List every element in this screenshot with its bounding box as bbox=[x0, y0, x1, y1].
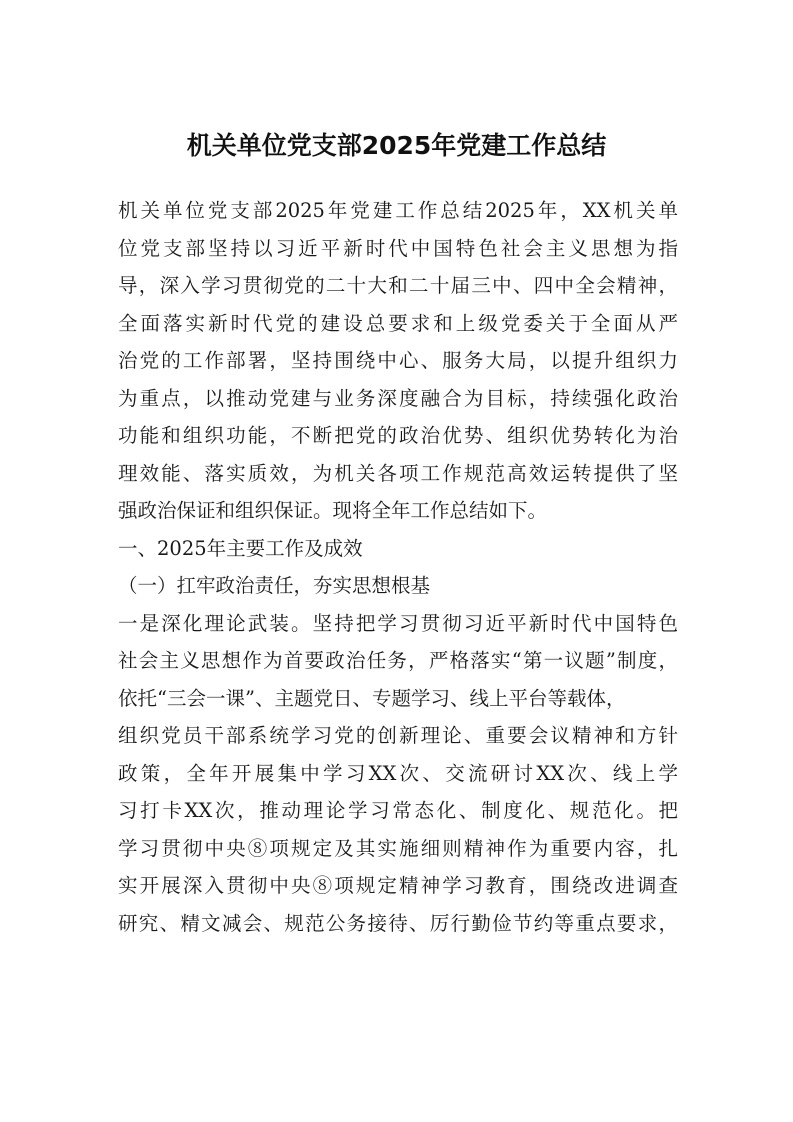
document-body bbox=[118, 192, 678, 942]
document-title: 机关单位党支部2025年党建工作总结 bbox=[186, 131, 607, 160]
body-line: 习打卡XX次，推动理论学习常态化、制度化、规范化。把 bbox=[118, 799, 678, 822]
body-line: 强政治保证和组织保证。现将全年工作总结如下。 bbox=[118, 499, 548, 522]
body-line: 政策，全年开展集中学习XX次、交流研讨XX次、线上学 bbox=[118, 761, 678, 785]
body-line: 一是深化理论武装。坚持把学习贯彻习近平新时代中国特色 bbox=[118, 611, 678, 635]
body-line: 机关单位党支部2025年党建工作总结2025年，XX机关单 bbox=[118, 199, 678, 222]
body-line: 实开展深入贯彻中央⑧项规定精神学习教育，围绕改进调查 bbox=[118, 874, 678, 897]
body-line: 治党的工作部署，坚持围绕中心、服务大局，以提升组织力 bbox=[118, 349, 678, 372]
body-line: 全面落实新时代党的建设总要求和上级党委关于全面从严 bbox=[118, 311, 678, 335]
body-line: 一、2025年主要工作及成效 bbox=[118, 536, 363, 560]
body-line: 依托“三会一课”、主题党日、专题学习、线上平台等载体， bbox=[118, 686, 626, 710]
body-line: （一）扛牢政治责任，夯实思想根基 bbox=[118, 574, 431, 597]
body-line: 导，深入学习贯彻党的二十大和二十届三中、四中全会精神， bbox=[118, 274, 678, 297]
body-line: 研究、精文减会、规范公务接待、厉行勤俭节约等重点要求， bbox=[118, 911, 678, 935]
body-line: 社会主义思想作为首要政治任务，严格落实“第一议题”制度， bbox=[118, 649, 678, 672]
body-line: 为重点，以推动党建与业务深度融合为目标，持续强化政治 bbox=[118, 386, 678, 410]
body-line: 功能和组织功能，不断把党的政治优势、组织优势转化为治 bbox=[118, 424, 678, 447]
body-line: 组织党员干部系统学习党的创新理论、重要会议精神和方针 bbox=[118, 724, 678, 747]
body-line: 理效能、落实质效，为机关各项工作规范高效运转提供了坚 bbox=[118, 461, 678, 485]
body-line: 学习贯彻中央⑧项规定及其实施细则精神作为重要内容，扎 bbox=[118, 836, 678, 860]
body-line: 位党支部坚持以习近平新时代中国特色社会主义思想为指 bbox=[118, 236, 678, 260]
